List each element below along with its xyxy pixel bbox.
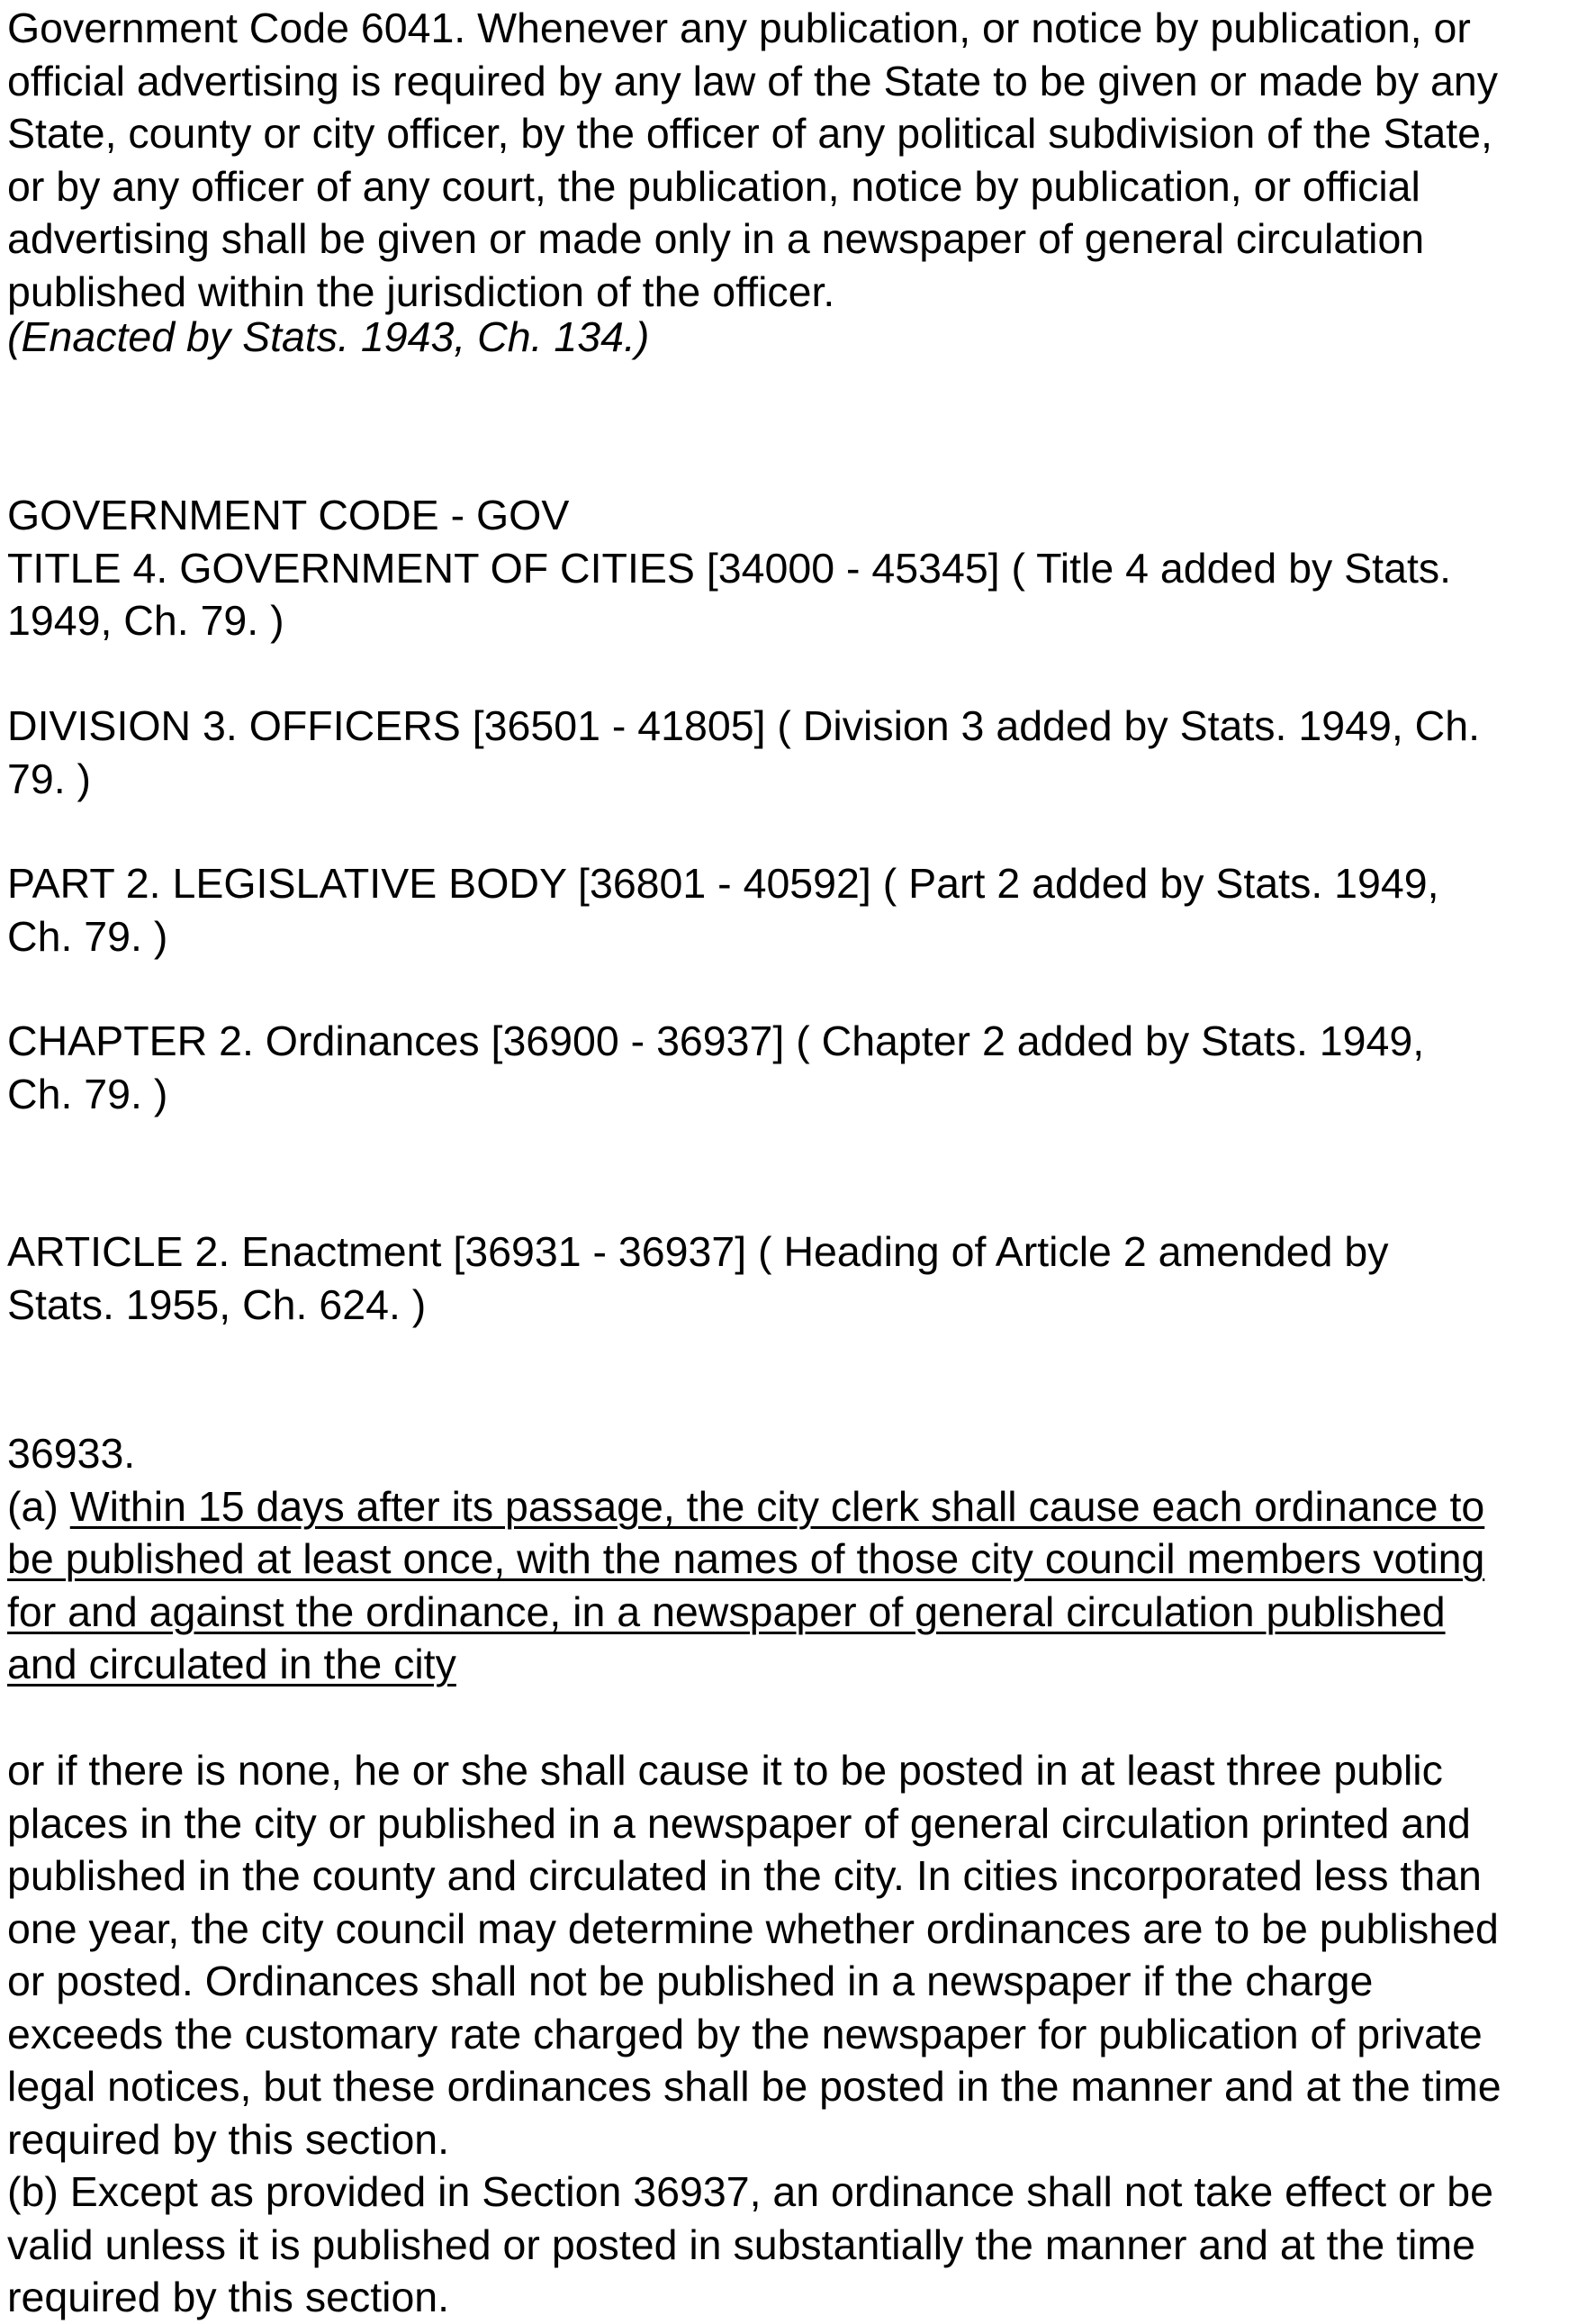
article-heading [7,1225,1591,1331]
underlined-text: Within 15 days after its passage, the city clerk shall cause each ordinance to [69,1482,1485,1530]
text-line: TITLE 4. GOVERNMENT OF CITIES [34000 - 45345] ( Title 4 added by Stats. [7,544,1452,592]
text-line: 1949, Ch. 79. ) [7,597,284,644]
division-heading [7,700,1591,805]
section-36933-continued [7,1744,1591,2324]
text-line: ARTICLE 2. Enactment [36931 - 36937] ( Heading of Article 2 amended by [7,1228,1389,1275]
text-line [7,1480,1591,1533]
underlined-text: and circulated in the city [7,1641,456,1687]
text-line: places in the city or published in a newspaper of general circulation printed and [7,1799,1471,1847]
section-6041-text [7,2,1591,363]
text-line: Stats. 1955, Ch. 624. ) [7,1280,427,1328]
text-line: PART 2. LEGISLATIVE BODY [36801 - 40592] ( Part 2 added by Stats. 1949, [7,860,1439,907]
text-line: published within the jurisdiction of the officer. [7,267,835,315]
text-line: valid unless it is published or posted in substantially the manner and at the time [7,2220,1476,2268]
text-line: CHAPTER 2. Ordinances [36900 - 36937] ( Chapter 2 added by Stats. 1949, [7,1017,1425,1064]
text-line: exceeds the customary rate charged by the newspaper for publication of private [7,2010,1483,2057]
text-line: or if there is none, he or she shall cause it to be posted in at least three public [7,1747,1443,1794]
subsection-a-label: (a) [7,1482,70,1530]
section-36933 [7,1427,1591,1691]
part-heading [7,857,1591,963]
text-line: Government Code 6041. Whenever any publication, or notice by publication, or [7,5,1471,51]
text-line: or by any officer of any court, the publication, notice by publication, or official [7,162,1420,210]
text-line: published in the county and circulated in the city. In cities incorporated less than [7,1852,1482,1899]
text-line: 79. ) [7,755,92,802]
text-line: Ch. 79. ) [7,1070,168,1117]
text-line: one year, the city council may determine whether ordinances are to be published [7,1904,1499,1952]
title-heading [7,489,1591,647]
text-line: State, county or city officer, by the officer of any political subdivision of the State, [7,110,1492,157]
text-line: or posted. Ordinances shall not be published in a newspaper if the charge [7,1958,1374,2004]
text-line [7,1586,1591,1639]
section-number: 36933. [7,1430,136,1477]
text-line: advertising shall be given or made only in a newspaper of general circulation [7,215,1425,262]
subsection-b: (b) Except as provided in Section 36937, an ordinance shall not take effect or be [7,2168,1493,2215]
text-line: legal notices, but these ordinances shall be posted in the manner and at the time [7,2063,1501,2110]
text-line: required by this section. [7,2274,450,2320]
text-line: Ch. 79. ) [7,912,168,960]
chapter-heading [7,1015,1591,1120]
history-note: (Enacted by Stats. 1943, Ch. 134.) [7,312,650,360]
underlined-text: for and against the ordinance, in a newspaper of general circulation published [7,1587,1446,1635]
text-line [7,1533,1591,1586]
code-heading: GOVERNMENT CODE - GOV [7,492,570,538]
text-line [7,1638,1591,1691]
text-line: DIVISION 3. OFFICERS [36501 - 41805] ( Division 3 added by Stats. 1949, Ch. [7,702,1481,749]
text-line: required by this section. [7,2115,450,2163]
text-line: official advertising is required by any law of the State to be given or made by any [7,57,1498,104]
underlined-text: be published at least once, with the names of those city council members voting [7,1535,1485,1582]
